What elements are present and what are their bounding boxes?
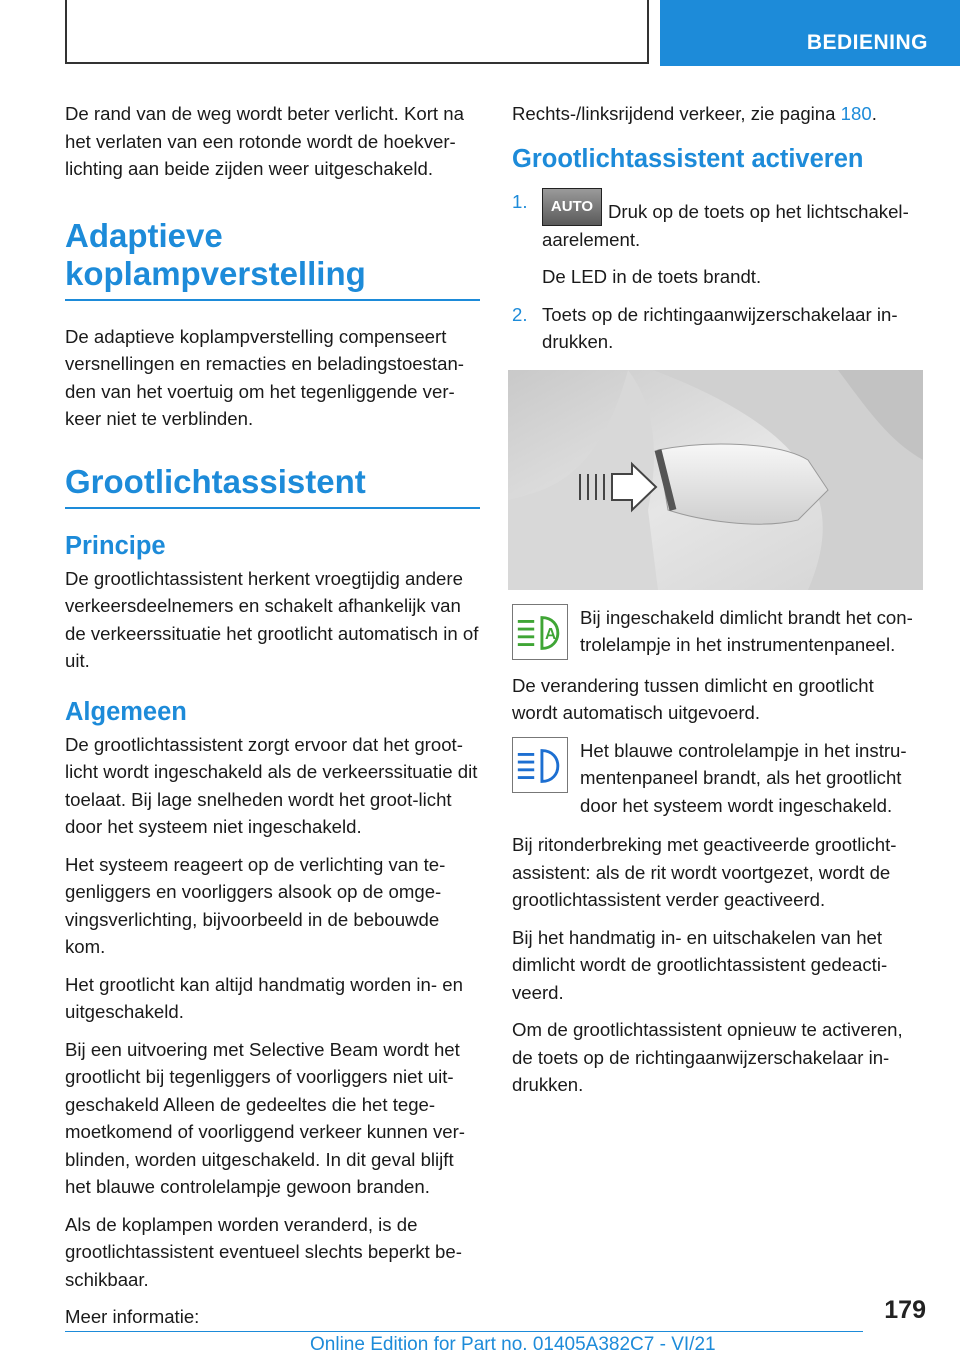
interrupt-paragraph: Bij ritonderbreking met geactiveerde grootlicht-assistent: als de rit wordt voortgezet, wordt de grootlichtassistent verder geactiveerd. (512, 834, 897, 910)
step-2-number: 2. (512, 303, 528, 325)
manual-paragraph: Bij het handmatig in- en uitschakelen van het dimlicht wordt de grootlichtassistent gedeacti-veerd. (512, 926, 888, 1003)
heading-adaptive-line1: Adaptieve (65, 216, 223, 254)
step-1 (512, 188, 924, 291)
footer-rule (65, 1331, 863, 1332)
page-reference-link[interactable]: 180 (840, 103, 872, 124)
intro-paragraph: De rand van de weg wordt beter verlicht. Kort na het verlaten van een rotonde wordt de hoekver-lichting aan beide zijden weer uitgeschakeld. (65, 103, 464, 179)
svg-text:A: A (545, 625, 557, 643)
reference-end: . (871, 103, 877, 124)
green-lamp-note (512, 604, 924, 660)
step-2 (512, 301, 924, 356)
left-column (65, 100, 480, 1341)
general-paragraph-4: Bij een uitvoering met Selective Beam wordt het grootlicht bij tegenliggers of voorliggers niet uit-geschakeld Alleen de gedeeltes die het tege-moetkomend of voorliggend verkeer kunnen ver-blinden, worden uitgeschakeld. In dit geval blijft het blauwe controlelampje gewoon branden. (65, 1038, 465, 1197)
step-1-instruction: Druk op de toets op het lichtschakel-aarelement. (542, 200, 909, 250)
general-paragraph-3: Het grootlicht kan altijd handmatig worden in- en uitgeschakeld. (65, 973, 463, 1022)
high-beam-blue-icon (512, 737, 568, 793)
more-info-label: Meer informatie: (65, 1306, 200, 1327)
reference-text: Rechts-/linksrijdend verkeer, zie pagina (512, 103, 836, 124)
heading-adaptive-headlight (65, 217, 480, 301)
auto-switch-paragraph: De verandering tussen dimlicht en grootlicht wordt automatisch uitgevoerd. (512, 674, 874, 723)
chapter-tab[interactable] (660, 0, 960, 66)
principle-paragraph: De grootlichtassistent herkent vroegtijdig andere verkeersdeelnemers en schakelt afhankelijk van de verkeerssituatie het grootlicht automatisch in of uit. (65, 567, 479, 671)
auto-button-label: AUTO (550, 197, 594, 215)
activation-steps (512, 188, 924, 356)
heading-adaptive-line2: koplampverstelling (65, 254, 366, 292)
general-paragraph-5: Als de koplampen worden veranderd, is de grootlichtassistent eventueel slechts beperkt be-schikbaar. (65, 1213, 462, 1290)
general-paragraph-2: Het systeem reageert op de verlichting van te-genliggers en voorliggers alsook op de omge-vingsverlichting, bijvoorbeeld in de bebouwde kom. (65, 853, 446, 957)
green-lamp-text: Bij ingeschakeld dimlicht brandt het con-trolelampje in het instrumentenpaneel. (580, 606, 913, 655)
step-1-text (542, 188, 924, 254)
reference-paragraph (512, 100, 924, 128)
adaptive-paragraph: De adaptieve koplampverstelling compenseert versnellingen en remacties en beladingstoestan-den van het voertuig om het tegenliggende ver-keer niet te verblinden. (65, 325, 464, 429)
blue-lamp-text: Het blauwe controlelampje in het instru-mentenpaneel brandt, als het grootlicht door het systeem wordt ingeschakeld. (580, 739, 907, 816)
high-beam-assistant-green-icon (512, 604, 568, 660)
right-column (512, 100, 924, 1109)
step-2-text: Toets op de richtingaanwijzerschakelaar in-drukken. (542, 303, 898, 352)
chapter-tab-label: BEDIENING (806, 31, 928, 54)
blue-lamp-note (512, 737, 924, 820)
heading-activate: Grootlichtassistent activeren (512, 144, 864, 173)
heading-general: Algemeen (65, 697, 187, 726)
reactivate-paragraph: Om de grootlichtassistent opnieuw te activeren, de toets op de richtingaanwijzerschakelaar in-drukken. (512, 1019, 903, 1095)
step-1-note: De LED in de toets brandt. (542, 266, 762, 287)
page-number: 179 (884, 1296, 926, 1324)
auto-button-icon (542, 188, 602, 226)
header-frame (65, 0, 649, 64)
heading-principle: Principe (65, 531, 166, 560)
step-1-number: 1. (512, 190, 528, 212)
heading-high-beam-assistant: Grootlichtassistent (65, 463, 480, 509)
turn-signal-lever-photo (508, 370, 923, 590)
general-paragraph-1: De grootlichtassistent zorgt ervoor dat het groot-licht wordt ingeschakeld als de verkeerssituatie dit toelaat. Bij lage snelheden wordt het groot-licht door het systeem niet ingeschakeld. (65, 733, 478, 837)
edition-footer: Online Edition for Part no. 01405A382C7 - VI/21 (310, 1334, 716, 1355)
